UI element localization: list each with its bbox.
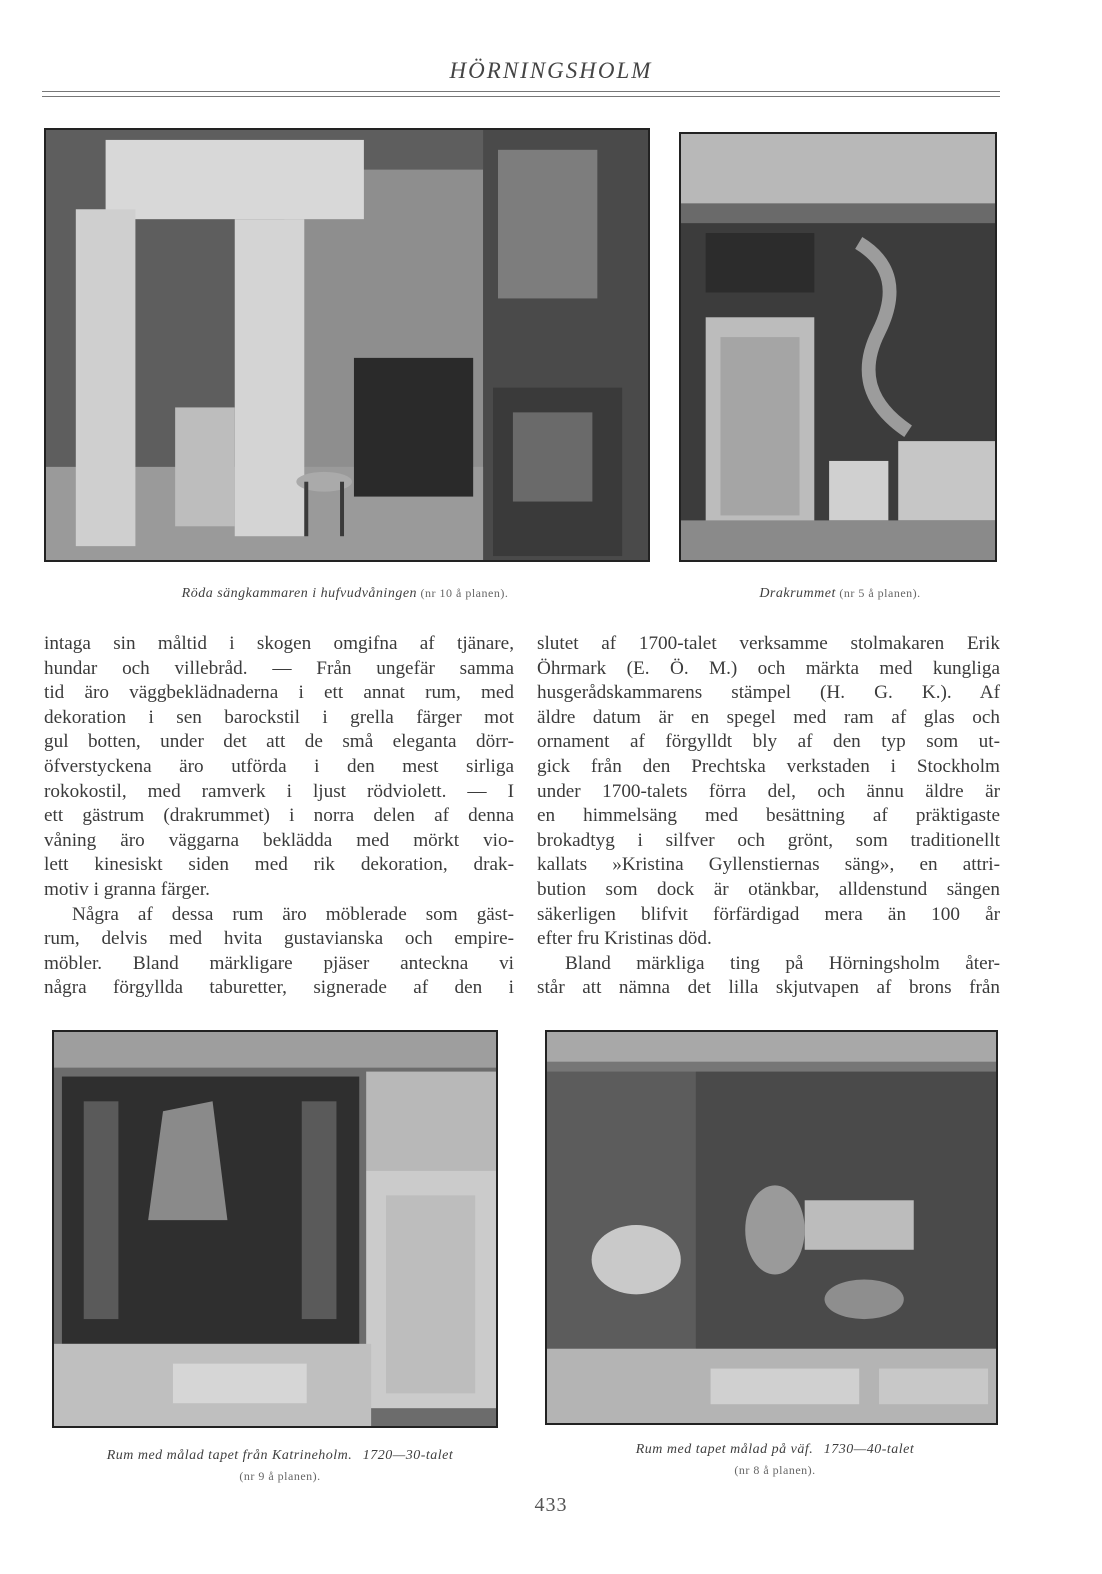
caption-roda-sangkammaren xyxy=(100,583,590,604)
caption-tapet-pa-vaf xyxy=(545,1440,1005,1481)
text-line: husgerådskammarens stämpel (H. G. K.). Af xyxy=(537,682,1000,704)
text-line: hundar och villebråd. — Från ungefär samma xyxy=(44,657,514,679)
caption-date: 1720—30-talet xyxy=(362,1448,454,1463)
text-line: Bland märkliga ting på Hörningsholm åter- xyxy=(565,952,1000,974)
caption-title: Rum med målad tapet från Katrineholm. xyxy=(106,1448,353,1463)
caption-ref: (nr 9 å planen). xyxy=(239,1469,321,1483)
photo-katrineholm-tapet xyxy=(52,1030,498,1428)
caption-drakrummet xyxy=(690,583,990,604)
text-line: öfverstyckena äro utförda i den mest sirliga xyxy=(44,755,514,777)
text-line: ornament af förgylldt bly af den typ som ut- xyxy=(537,731,1000,753)
text-line: några förgyllda taburetter, signerade af den i xyxy=(44,977,514,999)
text-line: står att nämna det lilla skjutvapen af brons från xyxy=(537,977,1000,999)
text-line: en himmelsäng med besättning af präktigaste xyxy=(537,805,1000,827)
text-line: bution som dock är otänkbar, alldenstund sängen xyxy=(537,878,1000,900)
text-line: ett gästrum (drakrummet) i norra delen af denna xyxy=(44,805,514,827)
caption-ref: (nr 10 å planen). xyxy=(420,586,509,600)
header-rule-bottom xyxy=(42,96,1000,97)
page-header-title: HÖRNINGSHOLM xyxy=(449,58,653,83)
text-line: Några af dessa rum äro möblerade som gäst- xyxy=(72,903,514,925)
text-line: möbler. Bland märkligare pjäser anteckna vi xyxy=(44,952,514,974)
body-column-right xyxy=(537,632,1000,1001)
text-line: Öhrmark (E. Ö. M.) och märkta med kungliga xyxy=(537,657,1000,679)
text-line: rum, delvis med hvita gustavianska och empire- xyxy=(44,928,514,950)
text-line: brokadtyg i silfver och grönt, som traditionellt xyxy=(537,829,1000,851)
header-rule-top xyxy=(42,91,1000,92)
text-line: dekoration i sen barockstil i grella färger mot xyxy=(44,706,514,728)
photo-drakrummet xyxy=(679,132,997,562)
text-line: under 1700-talets förra del, och ännu äldre är xyxy=(537,780,1000,802)
caption-katrineholm-tapet xyxy=(50,1446,510,1487)
text-line: rokokostil, med ramverk i ljust rödviolett. — I xyxy=(44,780,514,802)
caption-date: 1730—40-talet xyxy=(823,1442,915,1457)
photo-tapet-pa-vaf xyxy=(545,1030,998,1425)
text-line: våning äro väggarna beklädda med mörkt vio- xyxy=(44,829,514,851)
text-line: gul botten, under det att de små eleganta dörr- xyxy=(44,731,514,753)
text-line: säkerligen blifvit förfärdigad mera än 100 år xyxy=(537,903,1000,925)
text-line: motiv i granna färger. xyxy=(44,878,210,900)
body-column-left xyxy=(44,632,514,1001)
text-line: slutet af 1700-talet verksamme stolmakaren Erik xyxy=(537,633,1000,654)
text-line: gick från den Prechtska verkstaden i Stockholm xyxy=(537,755,1000,777)
text-line: intaga sin måltid i skogen omgifna af tjänare, xyxy=(44,633,514,654)
caption-title: Drakrummet xyxy=(759,586,836,601)
text-line: kallats »Kristina Gyllenstiernas säng», en attri- xyxy=(537,854,1000,876)
caption-ref: (nr 8 å planen). xyxy=(734,1463,816,1477)
text-line: lett kinesiskt siden med rik dekoration, drak- xyxy=(44,854,514,876)
text-line: efter fru Kristinas död. xyxy=(537,928,712,950)
caption-title: Röda sängkammaren i hufvudvåningen xyxy=(181,586,418,601)
page-number: 433 xyxy=(534,1494,568,1516)
photo-roda-sangkammaren xyxy=(44,128,650,562)
caption-ref: (nr 5 å planen). xyxy=(839,586,921,600)
caption-title: Rum med tapet målad på väf. xyxy=(635,1442,814,1457)
text-line: äldre datum är en spegel med ram af glas och xyxy=(537,706,1000,728)
text-line: tid äro väggbeklädnaderna i ett annat rum, med xyxy=(44,682,514,704)
